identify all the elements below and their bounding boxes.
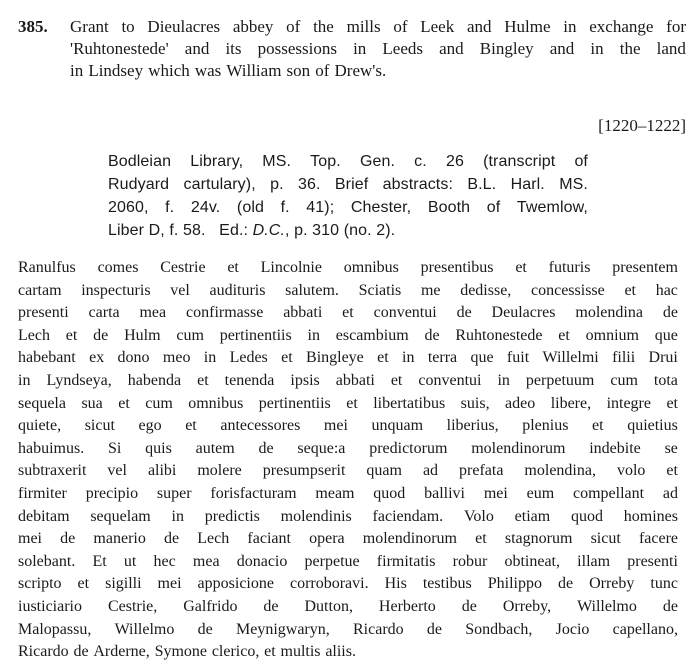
summary-line: Grant to Dieulacres abbey of the mills of Leek and Hulme in exchange for bbox=[70, 17, 686, 36]
charter-line: iusticiario Cestrie, Galfrido de Dutton, Herberto de Orreby, Willelmo de bbox=[18, 597, 678, 615]
source-line-suffix: , p. 310 (no. 2). bbox=[285, 222, 396, 239]
charter-line: Malopassu, Willelmo de Meynigwaryn, Ricardo de Sondbach, Jocio capellano, bbox=[18, 620, 678, 638]
charter-line: Ranulfus comes Cestrie et Lincolnie omnibus presentibus et futuris presentem bbox=[18, 259, 678, 276]
charter-line: Ricardo de Arderne, Symone clerico, et multis aliis. bbox=[18, 643, 356, 661]
charter-line: solebant. Et ut hec mea donacio perpetue firmitatis robur obtineat, illam presenti bbox=[18, 552, 678, 570]
charter-text bbox=[18, 257, 678, 664]
source-line: 2060, f. 24v. (old f. 41); Chester, Booth of Twemlow, bbox=[108, 199, 588, 216]
entry-number: 385. bbox=[18, 17, 48, 36]
charter-line: mei de manerio de Lech faciant opera molendinorum et stagnorum sicut facere bbox=[18, 530, 678, 548]
source-line: Bodleian Library, MS. Top. Gen. c. 26 (transcript of bbox=[108, 153, 588, 170]
charter-line: habebant ex dono meo in Ledes et Bingleye et in terra que fuit Willelmi filii Drui bbox=[18, 349, 678, 367]
summary-line: 'Ruhtonestede' and its possessions in Leeds and Bingley and in the land bbox=[70, 39, 686, 58]
charter-line: firmiter precipio super forisfacturam meam quod ballivi mei eum compellant ad bbox=[18, 484, 678, 502]
entry-date: [1220–1222] bbox=[598, 116, 686, 135]
charter-line: in Lyndseya, habenda et tenenda ipsis abbati et conventui in perpetuum cum tota bbox=[18, 371, 678, 389]
charter-line: presenti carta mea confirmasse abbati et conventui de Deulacres molendina de bbox=[18, 304, 678, 322]
source-line: Rudyard cartulary), p. 36. Brief abstracts: B.L. Harl. MS. bbox=[108, 176, 588, 193]
charter-line: habuimus. Si quis autem de seque:a predictorum molendinorum indebite se bbox=[18, 439, 678, 457]
charter-line: Lech et de Hulm cum pertinentiis in escambium de Ruhtonestede et omnium que bbox=[18, 326, 678, 344]
charter-line: cartam inspecturis vel audituris salutem. Sciatis me dedisse, concessisse et hac bbox=[18, 281, 678, 299]
source-line-prefix: Liber D, f. 58. Ed.: bbox=[108, 222, 253, 239]
source-edition-abbrev: D.C. bbox=[252, 222, 285, 239]
charter-line: subtraxerit vel alibi molere presumpserit quam ad prefata molendina, volo et bbox=[18, 462, 678, 480]
charter-line: sequela sua et cum omnibus pertinentiis et libertatibus suis, adeo libere, integre et bbox=[18, 394, 678, 412]
source-note bbox=[108, 150, 588, 242]
summary-line: in Lindsey which was William son of Drew's. bbox=[70, 61, 387, 80]
charter-line: debitam sequelam in predictis molendinis faciendam. Volo etiam quod homines bbox=[18, 507, 678, 525]
entry-summary bbox=[70, 16, 686, 82]
charter-line: quiete, sicut ego et antecessores mei unquam liberius, plenius et quietius bbox=[18, 417, 678, 435]
charter-line: scripto et sigilli mei apposicione corroboravi. His testibus Philippo de Orreby tunc bbox=[18, 575, 678, 593]
source-line-last bbox=[108, 219, 588, 242]
